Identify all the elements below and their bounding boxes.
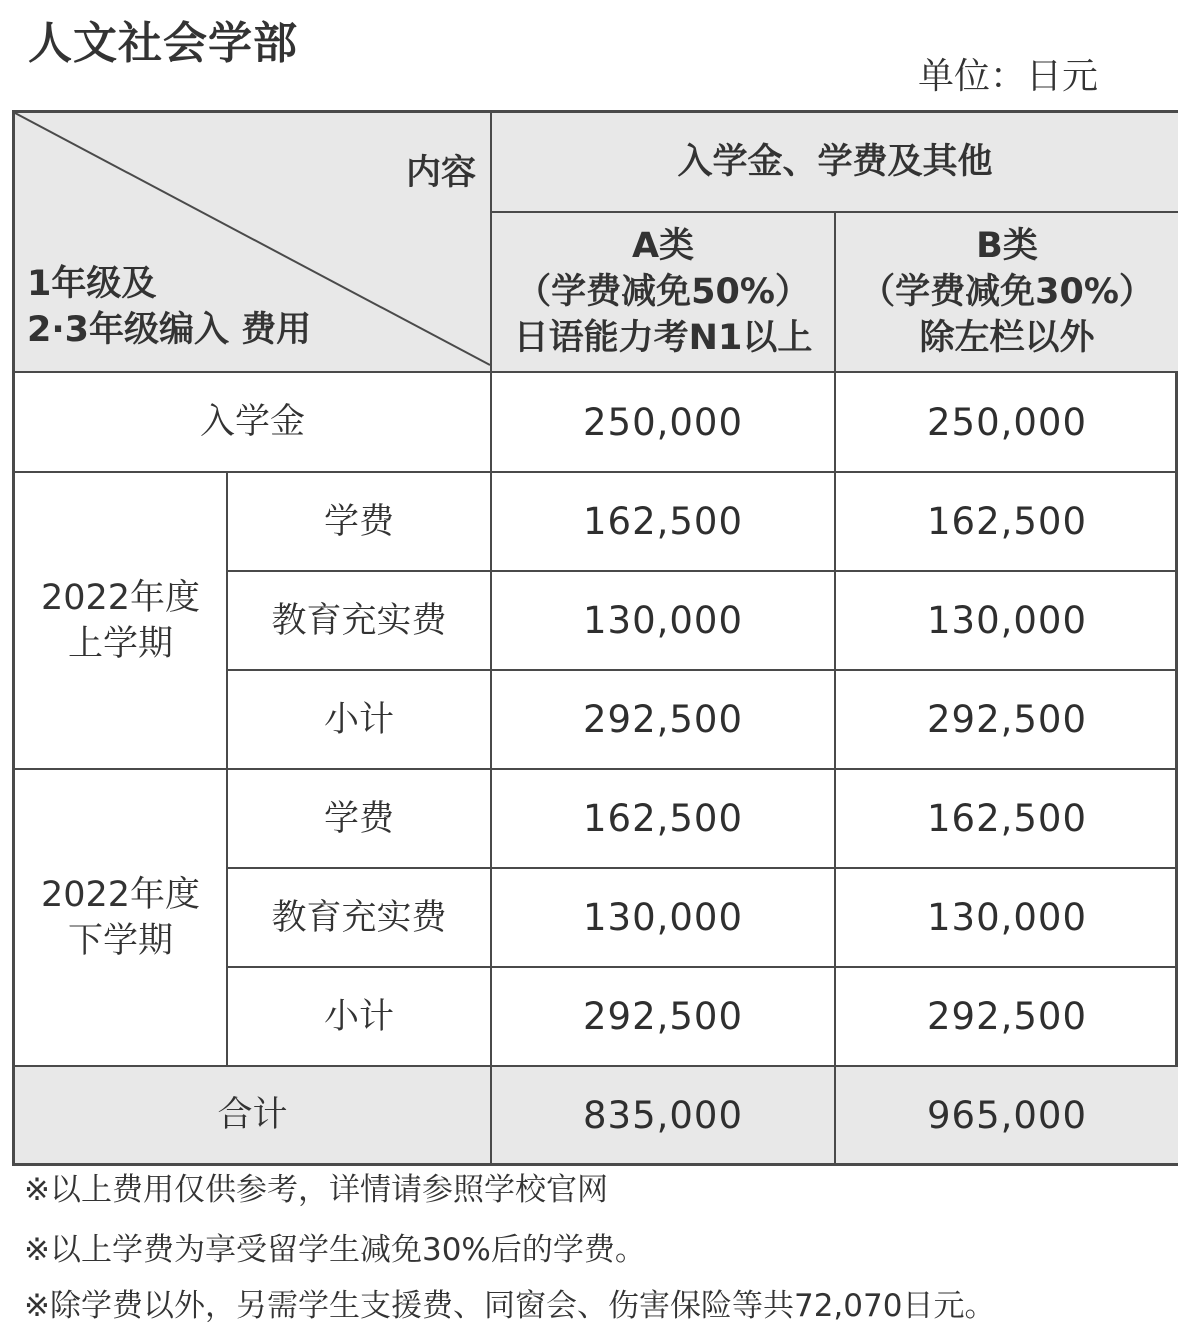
group-header: 入学金、学费及其他 [492,113,1178,213]
term2-row-education-a: 130,000 [492,869,836,968]
term2-row-subtotal-a: 292,500 [492,968,836,1067]
corner-content-label: 内容 [405,153,476,193]
corner-fee-line1: 1年级及 [27,264,157,304]
term1-row-subtotal-label: 小计 [228,671,492,770]
note-2: ※以上学费为享受留学生减免30%后的学费。 [24,1232,646,1268]
term1-label [15,473,228,770]
corner-fee-line2: 2·3年级编入 费用 [27,310,312,350]
corner-fee-label [27,261,311,353]
term1-row-education-label: 教育充实费 [228,572,492,671]
term1-row-subtotal-a: 292,500 [492,671,836,770]
term1-row-education-b: 130,000 [836,572,1178,671]
total-value-b: 965,000 [836,1067,1178,1163]
column-a-condition: 日语能力考N1以上 [513,318,813,358]
column-b-condition: 除左栏以外 [919,318,1095,358]
total-value-a: 835,000 [492,1067,836,1163]
term1-label-semester: 上学期 [67,623,173,664]
page-title: 人文社会学部 [28,18,298,69]
term2-row-education-label: 教育充实费 [228,869,492,968]
term2-row-education-b: 130,000 [836,869,1178,968]
term2-label-year: 2022年度 [40,874,201,915]
note-1: ※以上费用仅供参考，详情请参照学校官网 [24,1172,608,1208]
term1-row-tuition-b: 162,500 [836,473,1178,572]
admission-value-b: 250,000 [836,373,1178,473]
term2-row-tuition-label: 学费 [228,770,492,869]
term1-row-tuition-label: 学费 [228,473,492,572]
term2-row-tuition-a: 162,500 [492,770,836,869]
column-a-discount: （学费减免50%） [516,272,810,312]
column-b-discount: （学费减免30%） [860,272,1154,312]
term2-row-tuition-b: 162,500 [836,770,1178,869]
corner-header-cell [15,113,492,373]
column-b-header [836,213,1178,373]
term2-label [15,770,228,1067]
fee-table [12,110,1178,1166]
term2-row-subtotal-label: 小计 [228,968,492,1067]
term1-row-tuition-a: 162,500 [492,473,836,572]
column-a-header [492,213,836,373]
term1-label-year: 2022年度 [40,577,201,618]
term2-row-subtotal-b: 292,500 [836,968,1178,1067]
admission-value-a: 250,000 [492,373,836,473]
unit-label: 单位：日元 [918,56,1099,97]
column-a-title: A类 [631,226,695,266]
term1-row-education-a: 130,000 [492,572,836,671]
admission-label: 入学金 [15,373,492,473]
term1-row-subtotal-b: 292,500 [836,671,1178,770]
term2-label-semester: 下学期 [67,920,173,961]
column-b-title: B类 [976,226,1038,266]
total-label: 合计 [15,1067,492,1163]
note-3: ※除学费以外，另需学生支援费、同窗会、伤害保险等共72,070日元。 [24,1288,996,1324]
